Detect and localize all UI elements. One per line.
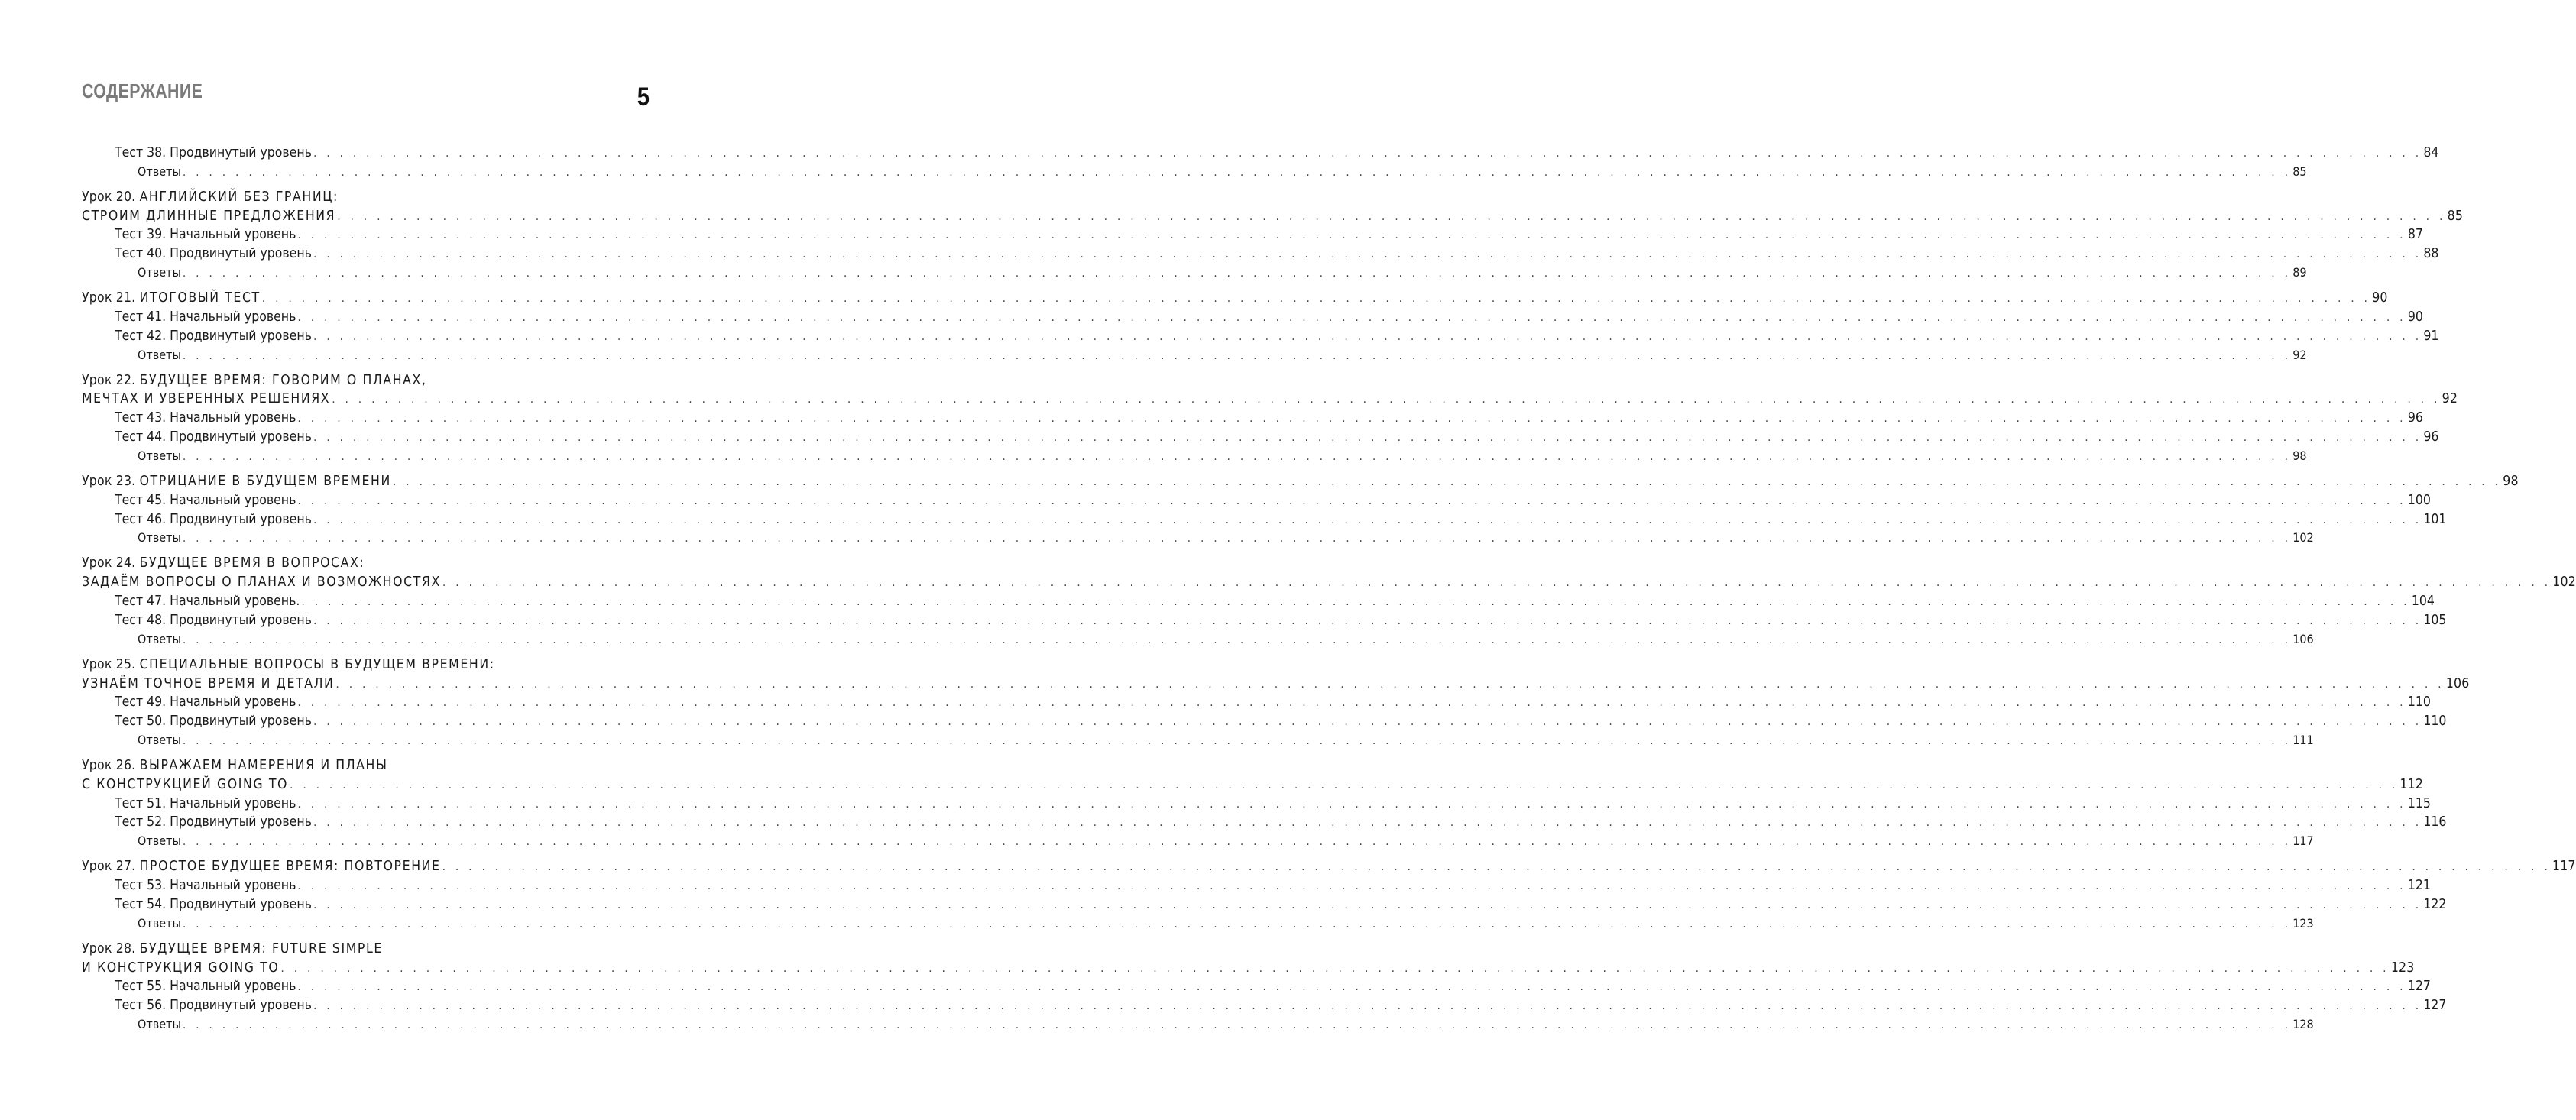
dot-leader: . . . . . . . . . . . . . . . . . . . . . . . . . . . . . . . . . . . . . . . . . . . . . . . . . . . . . . . . . . . . . . . . . . . . . . . . . . . . . . . . . . . . . . . . . . . . . . . . . . . . . . . . . . . . . . . . . . . . . . . . . . . . . . . . . . . . . . . . . . . . . . . . . . . . . . . . . . . . . . . .	[297, 981, 2406, 994]
toc-entry-title: Ответы	[138, 530, 181, 545]
lesson-title: УЗНАЁМ ТОЧНОЕ ВРЕМЯ И ДЕТАЛИ	[82, 675, 335, 691]
dot-leader: . . . . . . . . . . . . . . . . . . . . . . . . . . . . . . . . . . . . . . . . . . . . . . . . . . . . . . . . . . . . . . . . . . . . . . . . . . . . . . . . . . . . . . . . . . . . . . . . . . . . . . . . . . . . . . . . . . . . . . . . . . . . . . . . . . . . . . . . . . . . . . . . . . . . . . . . . . . . . . . .	[301, 596, 2410, 609]
dot-leader: . . . . . . . . . . . . . . . . . . . . . . . . . . . . . . . . . . . . . . . . . . . . . . . . . . . . . . . . . . . . . . . . . . . . . . . . . . . . . . . . . . . . . . . . . . . . . . . . . . . . . . . . . . . . . . . . . . . . . . . . . . . . . . . . . . . . . . . . . . . . . . . . . . . . . . . . . . . . . . . .	[313, 330, 2422, 343]
toc-entry-title: Тест 39. Начальный уровень	[115, 227, 296, 243]
dot-leader: . . . . . . . . . . . . . . . . . . . . . . . . . . . . . . . . . . . . . . . . . . . . . . . . . . . . . . . . . . . . . . . . . . . . . . . . . . . . . . . . . . . . . . . . . . . . . . . . . . . . . . . . . . . . . . . . . . . . . . . . . . . . . . . . . . . . . . . . . . . . . . . . . . . . . . . . . . . . . . . .	[280, 962, 2390, 975]
toc-lesson-entry[interactable]	[82, 775, 2424, 795]
dot-leader: . . . . . . . . . . . . . . . . . . . . . . . . . . . . . . . . . . . . . . . . . . . . . . . . . . . . . . . . . . . . . . . . . . . . . . . . . . . . . . . . . . . . . . . . . . . . . . . . . . . . . . . . . . . . . . . . . . . . . . . . . . . . . . . . . . . . . . . . . . . . . . . . . . . . . . . . . . . . . . . .	[261, 293, 2371, 306]
dot-leader: . . . . . . . . . . . . . . . . . . . . . . . . . . . . . . . . . . . . . . . . . . . . . . . . . . . . . . . . . . . . . . . . . . . . . . . . . . . . . . . . . . . . . . . . . . . . . . . . . . . . . . . . . . . . . . . . . . . . . . . . . . . . . . . . . . . . . . . . . . . . . . . . . . . . . . . . . . . . . . . .	[442, 861, 2551, 874]
dot-leader: . . . . . . . . . . . . . . . . . . . . . . . . . . . . . . . . . . . . . . . . . . . . . . . . . . . . . . . . . . . . . . . . . . . . . . . . . . . . . . . . . . . . . . . . . . . . . . . . . . . . . . . . . . . . . . . . . . . . . . . . . . . . . . . . . . . . . . . . . . . . . . . . . . . . . . . . . . . . . . . .	[182, 166, 2292, 179]
toc-test-entry[interactable]	[82, 244, 2439, 264]
toc-answers-entry[interactable]	[82, 447, 2307, 466]
dot-leader: . . . . . . . . . . . . . . . . . . . . . . . . . . . . . . . . . . . . . . . . . . . . . . . . . . . . . . . . . . . . . . . . . . . . . . . . . . . . . . . . . . . . . . . . . . . . . . . . . . . . . . . . . . . . . . . . . . . . . . . . . . . . . . . . . . . . . . . . . . . . . . . . . . . . . . . . . . . . . . . .	[297, 494, 2406, 507]
toc-page-number: 106	[2292, 631, 2314, 646]
toc-lesson-entry[interactable]	[82, 857, 2576, 876]
lesson-number: Урок 23.	[82, 473, 140, 489]
toc-entry-title: Тест 55. Начальный уровень	[115, 979, 296, 995]
toc-entry-title	[82, 289, 261, 308]
dot-leader: . . . . . . . . . . . . . . . . . . . . . . . . . . . . . . . . . . . . . . . . . . . . . . . . . . . . . . . . . . . . . . . . . . . . . . . . . . . . . . . . . . . . . . . . . . . . . . . . . . . . . . . . . . . . . . . . . . . . . . . . . . . . . . . . . . . . . . . . . . . . . . . . . . . . . . . . . . . . . . . .	[313, 248, 2422, 261]
toc-page-number: 105	[2423, 612, 2447, 628]
lesson-title: ИТОГОВЫЙ ТЕСТ	[139, 290, 261, 306]
lesson-number: Урок 25.	[82, 656, 140, 672]
toc-answers-entry[interactable]	[82, 264, 2307, 283]
toc-lesson-entry[interactable]	[82, 207, 2464, 226]
lesson-number: Урок 26.	[82, 757, 140, 773]
toc-entry-title: Тест 41. Начальный уровень	[115, 309, 296, 325]
toc-test-entry[interactable]	[82, 977, 2431, 996]
toc-answers-entry[interactable]	[82, 630, 2314, 649]
toc-answers-entry[interactable]	[82, 731, 2314, 750]
toc-page-number: 102	[2292, 530, 2314, 545]
toc-page-number: 90	[2407, 309, 2423, 325]
toc-entry-title: Тест 49. Начальный уровень	[115, 694, 296, 711]
toc-lesson-entry[interactable]	[82, 756, 649, 775]
section-gap	[82, 933, 649, 939]
toc-page-number: 89	[2292, 265, 2307, 280]
toc-lesson-entry[interactable]	[82, 959, 2415, 978]
toc-page-number: 92	[2442, 391, 2458, 407]
toc-entry-title: Тест 46. Продвинутый уровень	[115, 511, 312, 527]
dot-leader: . . . . . . . . . . . . . . . . . . . . . . . . . . . . . . . . . . . . . . . . . . . . . . . . . . . . . . . . . . . . . . . . . . . . . . . . . . . . . . . . . . . . . . . . . . . . . . . . . . . . . . . . . . . . . . . . . . . . . . . . . . . . . . . . . . . . . . . . . . . . . . . . . . . . . . . . . . . . . . . .	[313, 432, 2422, 445]
lesson-title: С КОНСТРУКЦИЕЙ GOING TO	[82, 776, 289, 792]
dot-leader: . . . . . . . . . . . . . . . . . . . . . . . . . . . . . . . . . . . . . . . . . . . . . . . . . . . . . . . . . . . . . . . . . . . . . . . . . . . . . . . . . . . . . . . . . . . . . . . . . . . . . . . . . . . . . . . . . . . . . . . . . . . . . . . . . . . . . . . . . . . . . . . . . . . . . . . . . . . . . . . .	[313, 716, 2422, 729]
toc-lesson-entry[interactable]	[82, 675, 2470, 694]
toc-lesson-entry[interactable]	[82, 655, 649, 675]
toc-entry-title	[82, 207, 335, 226]
dot-leader: . . . . . . . . . . . . . . . . . . . . . . . . . . . . . . . . . . . . . . . . . . . . . . . . . . . . . . . . . . . . . . . . . . . . . . . . . . . . . . . . . . . . . . . . . . . . . . . . . . . . . . . . . . . . . . . . . . . . . . . . . . . . . . . . . . . . . . . . . . . . . . . . . . . . . . . . . . . . . . . .	[297, 229, 2406, 242]
toc-entry-title	[82, 390, 330, 409]
table-of-contents	[82, 144, 2576, 1034]
section-gap	[82, 649, 649, 655]
toc-test-entry[interactable]	[82, 327, 2439, 346]
toc-entry-title: Ответы	[138, 1016, 181, 1031]
toc-entry-title: Тест 52. Продвинутый уровень	[115, 814, 312, 830]
dot-leader: . . . . . . . . . . . . . . . . . . . . . . . . . . . . . . . . . . . . . . . . . . . . . . . . . . . . . . . . . . . . . . . . . . . . . . . . . . . . . . . . . . . . . . . . . . . . . . . . . . . . . . . . . . . . . . . . . . . . . . . . . . . . . . . . . . . . . . . . . . . . . . . . . . . . . . . . . . . . . . . .	[332, 393, 2441, 406]
toc-page-number: 117	[2552, 859, 2576, 875]
dot-leader: . . . . . . . . . . . . . . . . . . . . . . . . . . . . . . . . . . . . . . . . . . . . . . . . . . . . . . . . . . . . . . . . . . . . . . . . . . . . . . . . . . . . . . . . . . . . . . . . . . . . . . . . . . . . . . . . . . . . . . . . . . . . . . . . . . . . . . . . . . . . . . . . . . . . . . . . . . . . . . . .	[313, 1000, 2422, 1013]
section-gap	[82, 283, 649, 289]
lesson-title: ПРОСТОЕ БУДУЩЕЕ ВРЕМЯ: ПОВТОРЕНИЕ	[139, 859, 441, 875]
toc-test-entry[interactable]	[82, 996, 2447, 1015]
dot-leader: . . . . . . . . . . . . . . . . . . . . . . . . . . . . . . . . . . . . . . . . . . . . . . . . . . . . . . . . . . . . . . . . . . . . . . . . . . . . . . . . . . . . . . . . . . . . . . . . . . . . . . . . . . . . . . . . . . . . . . . . . . . . . . . . . . . . . . . . . . . . . . . . . . . . . . . . . . . . . . . .	[297, 311, 2406, 324]
toc-entry-title: Ответы	[138, 732, 181, 747]
lesson-number: Урок 27.	[82, 859, 140, 875]
lesson-title: СТРОИМ ДЛИННЫЕ ПРЕДЛОЖЕНИЯ	[82, 208, 336, 224]
toc-test-entry[interactable]	[82, 510, 2447, 529]
toc-entry-title: Ответы	[138, 347, 181, 362]
toc-entry-title: Тест 56. Продвинутый уровень	[115, 998, 312, 1014]
toc-entry-title: Ответы	[138, 631, 181, 646]
section-gap	[82, 851, 649, 857]
toc-entry-title: Тест 54. Продвинутый уровень	[115, 896, 312, 912]
toc-page-number: 111	[2292, 732, 2314, 747]
toc-test-entry[interactable]	[82, 592, 2435, 611]
toc-page-number: 127	[2407, 979, 2431, 995]
section-gap	[82, 364, 649, 371]
toc-lesson-entry[interactable]	[82, 188, 649, 207]
page-number: 5	[637, 83, 650, 112]
lesson-title: ЗАДАЁМ ВОПРОСЫ О ПЛАНАХ И ВОЗМОЖНОСТЯХ	[82, 575, 441, 591]
toc-test-entry[interactable]	[82, 308, 2423, 327]
toc-test-entry[interactable]	[82, 795, 2431, 814]
dot-leader: . . . . . . . . . . . . . . . . . . . . . . . . . . . . . . . . . . . . . . . . . . . . . . . . . . . . . . . . . . . . . . . . . . . . . . . . . . . . . . . . . . . . . . . . . . . . . . . . . . . . . . . . . . . . . . . . . . . . . . . . . . . . . . . . . . . . . . . . . . . . . . . . . . . . . . . . . . . . . . . .	[182, 349, 2292, 362]
toc-entry-title: Ответы	[138, 163, 181, 179]
toc-entry-title: Тест 51. Начальный уровень	[115, 795, 296, 811]
dot-leader: . . . . . . . . . . . . . . . . . . . . . . . . . . . . . . . . . . . . . . . . . . . . . . . . . . . . . . . . . . . . . . . . . . . . . . . . . . . . . . . . . . . . . . . . . . . . . . . . . . . . . . . . . . . . . . . . . . . . . . . . . . . . . . . . . . . . . . . . . . . . . . . . . . . . . . . . . . . . . . . .	[182, 267, 2292, 280]
toc-page-number: 117	[2292, 834, 2314, 849]
toc-page-number: 87	[2407, 227, 2423, 243]
lesson-title: ОТРИЦАНИЕ В БУДУЩЕМ ВРЕМЕНИ	[139, 473, 391, 489]
toc-answers-entry[interactable]	[82, 529, 2314, 548]
lesson-title: АНГЛИЙСКИЙ БЕЗ ГРАНИЦ:	[139, 189, 339, 205]
toc-page-number: 96	[2423, 429, 2439, 445]
toc-entry-title	[82, 188, 339, 207]
toc-entry-title	[82, 756, 387, 775]
toc-entry-title	[82, 472, 391, 491]
toc-entry-title: Ответы	[138, 265, 181, 280]
section-gap	[82, 548, 649, 554]
toc-page-number: 123	[2292, 915, 2314, 931]
dot-leader: . . . . . . . . . . . . . . . . . . . . . . . . . . . . . . . . . . . . . . . . . . . . . . . . . . . . . . . . . . . . . . . . . . . . . . . . . . . . . . . . . . . . . . . . . . . . . . . . . . . . . . . . . . . . . . . . . . . . . . . . . . . . . . . . . . . . . . . . . . . . . . . . . . . . . . . . . . . . . . . .	[297, 697, 2406, 710]
toc-test-entry[interactable]	[82, 144, 2439, 163]
toc-page-number: 85	[2447, 208, 2464, 224]
toc-lesson-entry[interactable]	[82, 371, 649, 390]
toc-page-number: 96	[2407, 410, 2423, 426]
lesson-title: БУДУЩЕЕ ВРЕМЯ: ГОВОРИМ О ПЛАНАХ,	[139, 372, 427, 388]
toc-page-number: 112	[2399, 776, 2424, 792]
toc-test-entry[interactable]	[82, 876, 2431, 895]
toc-entry-title	[82, 775, 288, 795]
dot-leader: . . . . . . . . . . . . . . . . . . . . . . . . . . . . . . . . . . . . . . . . . . . . . . . . . . . . . . . . . . . . . . . . . . . . . . . . . . . . . . . . . . . . . . . . . . . . . . . . . . . . . . . . . . . . . . . . . . . . . . . . . . . . . . . . . . . . . . . . . . . . . . . . . . . . . . . . . . . . . . . .	[182, 532, 2292, 545]
toc-entry-title	[82, 675, 334, 694]
dot-leader: . . . . . . . . . . . . . . . . . . . . . . . . . . . . . . . . . . . . . . . . . . . . . . . . . . . . . . . . . . . . . . . . . . . . . . . . . . . . . . . . . . . . . . . . . . . . . . . . . . . . . . . . . . . . . . . . . . . . . . . . . . . . . . . . . . . . . . . . . . . . . . . . . . . . . . . . . . . . . . . .	[297, 880, 2406, 893]
toc-test-entry[interactable]	[82, 693, 2431, 712]
toc-page-number: 110	[2407, 694, 2431, 711]
dot-leader: . . . . . . . . . . . . . . . . . . . . . . . . . . . . . . . . . . . . . . . . . . . . . . . . . . . . . . . . . . . . . . . . . . . . . . . . . . . . . . . . . . . . . . . . . . . . . . . . . . . . . . . . . . . . . . . . . . . . . . . . . . . . . . . . . . . . . . . . . . . . . . . . . . . . . . . . . . . . . . . .	[313, 614, 2422, 627]
toc-lesson-entry[interactable]	[82, 390, 2458, 409]
lesson-title: БУДУЩЕЕ ВРЕМЯ В ВОПРОСАХ:	[139, 555, 365, 571]
toc-test-entry[interactable]	[82, 712, 2447, 731]
toc-entry-title	[82, 940, 383, 959]
toc-page-number: 88	[2423, 246, 2439, 262]
toc-test-entry[interactable]	[82, 225, 2423, 244]
dot-leader: . . . . . . . . . . . . . . . . . . . . . . . . . . . . . . . . . . . . . . . . . . . . . . . . . . . . . . . . . . . . . . . . . . . . . . . . . . . . . . . . . . . . . . . . . . . . . . . . . . . . . . . . . . . . . . . . . . . . . . . . . . . . . . . . . . . . . . . . . . . . . . . . . . . . . . . . . . . . . . . .	[442, 577, 2552, 590]
lesson-number: Урок 21.	[82, 290, 140, 306]
toc-lesson-entry[interactable]	[82, 289, 2388, 308]
dot-leader: . . . . . . . . . . . . . . . . . . . . . . . . . . . . . . . . . . . . . . . . . . . . . . . . . . . . . . . . . . . . . . . . . . . . . . . . . . . . . . . . . . . . . . . . . . . . . . . . . . . . . . . . . . . . . . . . . . . . . . . . . . . . . . . . . . . . . . . . . . . . . . . . . . . . . . . . . . . . . . . .	[337, 210, 2446, 223]
toc-page-number: 116	[2423, 814, 2447, 830]
toc-page-number: 123	[2390, 960, 2415, 976]
toc-test-entry[interactable]	[82, 611, 2447, 630]
toc-entry-title: Ответы	[138, 834, 181, 849]
toc-entry-title: Тест 48. Продвинутый уровень	[115, 612, 312, 628]
toc-test-entry[interactable]	[82, 409, 2423, 428]
toc-page-number: 102	[2552, 575, 2576, 591]
dot-leader: . . . . . . . . . . . . . . . . . . . . . . . . . . . . . . . . . . . . . . . . . . . . . . . . . . . . . . . . . . . . . . . . . . . . . . . . . . . . . . . . . . . . . . . . . . . . . . . . . . . . . . . . . . . . . . . . . . . . . . . . . . . . . . . . . . . . . . . . . . . . . . . . . . . . . . . . . . . . . . . .	[182, 918, 2292, 931]
toc-page-number: 85	[2292, 163, 2307, 179]
toc-answers-entry[interactable]	[82, 914, 2314, 934]
toc-page-number: 92	[2292, 347, 2307, 362]
toc-test-entry[interactable]	[82, 813, 2447, 832]
lesson-title: СПЕЦИАЛЬНЫЕ ВОПРОСЫ В БУДУЩЕМ ВРЕМЕНИ:	[139, 656, 495, 672]
toc-page-number: 100	[2407, 492, 2431, 508]
toc-entry-title: Тест 47. Начальный уровень.	[115, 594, 300, 610]
toc-page-number: 128	[2292, 1016, 2314, 1031]
toc-page-number: 104	[2411, 594, 2435, 610]
toc-page-number: 98	[2503, 473, 2519, 489]
toc-entry-title: Тест 45. Начальный уровень	[115, 492, 296, 508]
toc-entry-title	[82, 371, 427, 390]
lesson-title: И КОНСТРУКЦИЯ GOING TO	[82, 960, 280, 976]
toc-answers-entry[interactable]	[82, 346, 2307, 365]
dot-leader: . . . . . . . . . . . . . . . . . . . . . . . . . . . . . . . . . . . . . . . . . . . . . . . . . . . . . . . . . . . . . . . . . . . . . . . . . . . . . . . . . . . . . . . . . . . . . . . . . . . . . . . . . . . . . . . . . . . . . . . . . . . . . . . . . . . . . . . . . . . . . . . . . . . . . . . . . . . . . . . .	[313, 147, 2422, 160]
dot-leader: . . . . . . . . . . . . . . . . . . . . . . . . . . . . . . . . . . . . . . . . . . . . . . . . . . . . . . . . . . . . . . . . . . . . . . . . . . . . . . . . . . . . . . . . . . . . . . . . . . . . . . . . . . . . . . . . . . . . . . . . . . . . . . . . . . . . . . . . . . . . . . . . . . . . . . . . . . . . . . . .	[290, 778, 2399, 791]
lesson-number: Урок 22.	[82, 372, 140, 388]
toc-entry-title: Тест 44. Продвинутый уровень	[115, 429, 312, 445]
toc-page-number: 90	[2372, 290, 2388, 306]
lesson-number: Урок 20.	[82, 189, 140, 205]
dot-leader: . . . . . . . . . . . . . . . . . . . . . . . . . . . . . . . . . . . . . . . . . . . . . . . . . . . . . . . . . . . . . . . . . . . . . . . . . . . . . . . . . . . . . . . . . . . . . . . . . . . . . . . . . . . . . . . . . . . . . . . . . . . . . . . . . . . . . . . . . . . . . . . . . . . . . . . . . . . . . . . .	[335, 678, 2445, 691]
toc-entry-title	[82, 959, 279, 978]
toc-lesson-entry[interactable]	[82, 472, 2519, 491]
toc-page-number: 84	[2423, 145, 2439, 160]
toc-entry-title: Ответы	[138, 915, 181, 931]
section-gap	[82, 750, 649, 756]
toc-page-number: 101	[2423, 511, 2447, 527]
dot-leader: . . . . . . . . . . . . . . . . . . . . . . . . . . . . . . . . . . . . . . . . . . . . . . . . . . . . . . . . . . . . . . . . . . . . . . . . . . . . . . . . . . . . . . . . . . . . . . . . . . . . . . . . . . . . . . . . . . . . . . . . . . . . . . . . . . . . . . . . . . . . . . . . . . . . . . . . . . . . . . . .	[182, 836, 2292, 849]
toc-lesson-entry[interactable]	[82, 554, 649, 573]
toc-page-number: 91	[2423, 328, 2439, 344]
toc-page-number: 110	[2423, 714, 2447, 730]
dot-leader: . . . . . . . . . . . . . . . . . . . . . . . . . . . . . . . . . . . . . . . . . . . . . . . . . . . . . . . . . . . . . . . . . . . . . . . . . . . . . . . . . . . . . . . . . . . . . . . . . . . . . . . . . . . . . . . . . . . . . . . . . . . . . . . . . . . . . . . . . . . . . . . . . . . . . . . . . . . . . . . .	[182, 1018, 2292, 1031]
section-gap	[82, 466, 649, 472]
toc-entry-title: Тест 53. Начальный уровень	[115, 878, 296, 894]
toc-entry-title	[82, 573, 441, 592]
toc-page-number: 121	[2407, 878, 2431, 894]
dot-leader: . . . . . . . . . . . . . . . . . . . . . . . . . . . . . . . . . . . . . . . . . . . . . . . . . . . . . . . . . . . . . . . . . . . . . . . . . . . . . . . . . . . . . . . . . . . . . . . . . . . . . . . . . . . . . . . . . . . . . . . . . . . . . . . . . . . . . . . . . . . . . . . . . . . . . . . . . . . . . . . .	[182, 633, 2292, 646]
running-head: СОДЕРЖАНИЕ	[82, 79, 203, 102]
dot-leader: . . . . . . . . . . . . . . . . . . . . . . . . . . . . . . . . . . . . . . . . . . . . . . . . . . . . . . . . . . . . . . . . . . . . . . . . . . . . . . . . . . . . . . . . . . . . . . . . . . . . . . . . . . . . . . . . . . . . . . . . . . . . . . . . . . . . . . . . . . . . . . . . . . . . . . . . . . . . . . . .	[182, 734, 2292, 747]
toc-entry-title: Тест 38. Продвинутый уровень	[115, 145, 312, 160]
toc-entry-title: Ответы	[138, 448, 181, 463]
toc-page-number: 106	[2445, 675, 2470, 691]
section-gap	[82, 182, 649, 188]
toc-entry-title: Тест 50. Продвинутый уровень	[115, 714, 312, 730]
dot-leader: . . . . . . . . . . . . . . . . . . . . . . . . . . . . . . . . . . . . . . . . . . . . . . . . . . . . . . . . . . . . . . . . . . . . . . . . . . . . . . . . . . . . . . . . . . . . . . . . . . . . . . . . . . . . . . . . . . . . . . . . . . . . . . . . . . . . . . . . . . . . . . . . . . . . . . . . . . . . . . . .	[313, 513, 2422, 526]
toc-test-entry[interactable]	[82, 428, 2439, 447]
toc-answers-entry[interactable]	[82, 832, 2314, 851]
toc-lesson-entry[interactable]	[82, 940, 649, 959]
dot-leader: . . . . . . . . . . . . . . . . . . . . . . . . . . . . . . . . . . . . . . . . . . . . . . . . . . . . . . . . . . . . . . . . . . . . . . . . . . . . . . . . . . . . . . . . . . . . . . . . . . . . . . . . . . . . . . . . . . . . . . . . . . . . . . . . . . . . . . . . . . . . . . . . . . . . . . . . . . . . . . . .	[182, 450, 2292, 463]
toc-entry-title	[82, 857, 441, 876]
toc-entry-title: Тест 42. Продвинутый уровень	[115, 328, 312, 344]
lesson-title: МЕЧТАХ И УВЕРЕННЫХ РЕШЕНИЯХ	[82, 391, 331, 407]
dot-leader: . . . . . . . . . . . . . . . . . . . . . . . . . . . . . . . . . . . . . . . . . . . . . . . . . . . . . . . . . . . . . . . . . . . . . . . . . . . . . . . . . . . . . . . . . . . . . . . . . . . . . . . . . . . . . . . . . . . . . . . . . . . . . . . . . . . . . . . . . . . . . . . . . . . . . . . . . . . . . . . .	[392, 475, 2502, 488]
toc-page-number: 98	[2292, 448, 2307, 463]
toc-test-entry[interactable]	[82, 895, 2447, 914]
toc-lesson-entry[interactable]	[82, 573, 2576, 592]
toc-test-entry[interactable]	[82, 491, 2431, 510]
toc-entry-title	[82, 554, 365, 573]
dot-leader: . . . . . . . . . . . . . . . . . . . . . . . . . . . . . . . . . . . . . . . . . . . . . . . . . . . . . . . . . . . . . . . . . . . . . . . . . . . . . . . . . . . . . . . . . . . . . . . . . . . . . . . . . . . . . . . . . . . . . . . . . . . . . . . . . . . . . . . . . . . . . . . . . . . . . . . . . . . . . . . .	[297, 798, 2406, 811]
toc-entry-title	[82, 655, 495, 675]
dot-leader: . . . . . . . . . . . . . . . . . . . . . . . . . . . . . . . . . . . . . . . . . . . . . . . . . . . . . . . . . . . . . . . . . . . . . . . . . . . . . . . . . . . . . . . . . . . . . . . . . . . . . . . . . . . . . . . . . . . . . . . . . . . . . . . . . . . . . . . . . . . . . . . . . . . . . . . . . . . . . . . .	[313, 898, 2422, 911]
toc-page-number: 115	[2407, 795, 2431, 811]
lesson-number: Урок 28.	[82, 940, 140, 957]
toc-page-number: 127	[2423, 998, 2447, 1014]
dot-leader: . . . . . . . . . . . . . . . . . . . . . . . . . . . . . . . . . . . . . . . . . . . . . . . . . . . . . . . . . . . . . . . . . . . . . . . . . . . . . . . . . . . . . . . . . . . . . . . . . . . . . . . . . . . . . . . . . . . . . . . . . . . . . . . . . . . . . . . . . . . . . . . . . . . . . . . . . . . . . . . .	[313, 817, 2422, 830]
dot-leader: . . . . . . . . . . . . . . . . . . . . . . . . . . . . . . . . . . . . . . . . . . . . . . . . . . . . . . . . . . . . . . . . . . . . . . . . . . . . . . . . . . . . . . . . . . . . . . . . . . . . . . . . . . . . . . . . . . . . . . . . . . . . . . . . . . . . . . . . . . . . . . . . . . . . . . . . . . . . . . . .	[297, 413, 2406, 426]
toc-page-number: 122	[2423, 896, 2447, 912]
toc-answers-entry[interactable]	[82, 163, 2307, 182]
lesson-title: ВЫРАЖАЕМ НАМЕРЕНИЯ И ПЛАНЫ	[139, 757, 388, 773]
toc-answers-entry[interactable]	[82, 1015, 2314, 1034]
lesson-title: БУДУЩЕЕ ВРЕМЯ: FUTURE SIMPLE	[139, 940, 383, 957]
toc-entry-title: Тест 40. Продвинутый уровень	[115, 246, 312, 262]
toc-entry-title: Тест 43. Начальный уровень	[115, 410, 296, 426]
lesson-number: Урок 24.	[82, 555, 140, 571]
